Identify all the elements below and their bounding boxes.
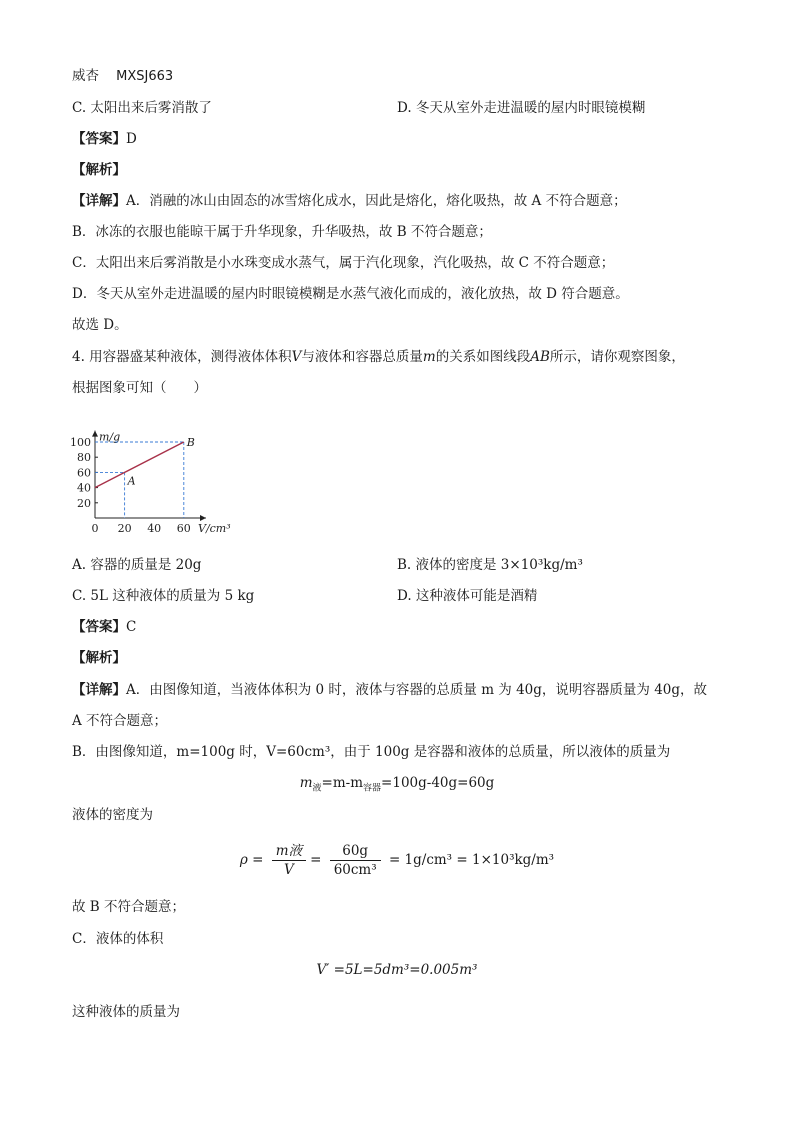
equation-liquid-mass: $m_液=m-m_{容器}=100g-40g=60g$	[299, 775, 495, 794]
q3-detail-d: D．冬天从室外走进温暖的屋内时眼镜模糊是水蒸气液化而成的，液化放热，故 D 符合题意。	[72, 286, 629, 302]
q3-option-d: D. 冬天从室外走进温暖的屋内时眼镜模糊	[397, 100, 646, 116]
y-tick-label: 80	[77, 451, 91, 465]
x-tick-label: 0	[91, 522, 99, 535]
x-tick-label: 40	[147, 522, 162, 535]
y-axis-arrow	[92, 431, 98, 437]
q4-option-a: A. 容器的质量是 20g	[72, 557, 202, 573]
q4-option-c: C. 5L 这种液体的质量为 5 kg	[72, 588, 255, 604]
q4-answer-line	[72, 617, 136, 637]
q4-option-b: B. 液体的密度是 3×10³kg/m³	[397, 557, 583, 573]
y-tick-label: 60	[77, 466, 91, 480]
y-tick-label: 40	[77, 481, 91, 495]
q3-detail-c: C．太阳出来后雾消散是小水珠变成水蒸气，属于汽化现象，汽化吸热，故 C 不符合题意；	[72, 255, 615, 271]
density-label: 液体的密度为	[72, 807, 153, 823]
detail-tag: 【详解】	[72, 682, 126, 698]
line-segment-ab	[95, 442, 184, 488]
q4-option-d: D. 这种液体可能是酒精	[397, 588, 538, 604]
y-tick-label: 100	[70, 436, 91, 449]
point-label-a: A	[127, 474, 136, 488]
equation-density: ρ = $\frac{\text{m液}}{V}$ = $\frac{60g}{\text{60cm³}}$ = 1g/cm³ = 1×10³kg/m³	[239, 843, 555, 878]
q4-detail-a2: A 不符合题意；	[72, 713, 168, 729]
x-tick-label: 20	[117, 522, 132, 535]
q3-detail-b: B．冰冻的衣服也能晾干属于升华现象，升华吸热，故 B 不符合题意；	[72, 224, 492, 240]
q3-conclusion: 故选 D。	[72, 317, 128, 333]
q4-stem-line1: 4. 用容器盛某种液体，测得液体体积V与液体和容器总质量m的关系如图线段AB所示，请你观察图象，	[72, 349, 685, 365]
q4-detail-a1: 【详解】A．由图像知道，当液体体积为 0 时，液体与容器的总质量 m 为 40g，说明容器质量为 40g，故	[72, 682, 708, 698]
q4-detail-b1: B．由图像知道，m=100g 时，V=60cm³，由于 100g 是容器和液体的总质量，所以液体的质量为	[72, 744, 671, 760]
detail-tag: 【详解】	[72, 193, 126, 209]
point-label-b: B	[186, 436, 195, 449]
equation-volume: V′ =5L=5dm³=0.005m³	[316, 962, 478, 978]
y-axis-label: m/g	[99, 430, 121, 444]
x-axis-arrow	[200, 515, 206, 521]
conclusion-b: 故 B 不符合题意；	[72, 899, 186, 915]
header-code: MXSJ663	[116, 69, 174, 84]
fraction-values: $\frac{60g}{\text{60cm³}}$	[330, 842, 381, 879]
q4-detail-c1: C．液体的体积	[72, 931, 164, 947]
header-prefix: 威杏	[72, 68, 99, 84]
fraction-m-over-v: $\frac{\text{m液}}{V}$	[272, 842, 306, 879]
q3-answer-line	[72, 129, 137, 149]
x-axis-label: V/cm³	[198, 522, 231, 535]
answer-tag: 【答案】	[72, 131, 126, 147]
q3-detail-a: 【详解】A．消融的冰山由固态的冰雪熔化成水，因此是熔化，熔化吸热，故 A 不符合题意；	[72, 193, 627, 209]
header-line	[72, 66, 173, 87]
q4-stem-line2: 根据图象可知（ ）	[72, 380, 207, 396]
q3-option-c: C. 太阳出来后雾消散了	[72, 100, 212, 116]
q3-answer: D	[126, 131, 137, 147]
answer-tag: 【答案】	[72, 619, 126, 635]
q4-answer: C	[126, 619, 137, 635]
q4-analysis-tag: 【解析】	[72, 650, 126, 666]
mass-volume-chart	[62, 406, 242, 544]
x-tick-label: 60	[176, 522, 191, 535]
q3-analysis-tag: 【解析】	[72, 162, 126, 178]
y-tick-label: 20	[77, 496, 91, 510]
mass-label: 这种液体的质量为	[72, 1004, 180, 1020]
